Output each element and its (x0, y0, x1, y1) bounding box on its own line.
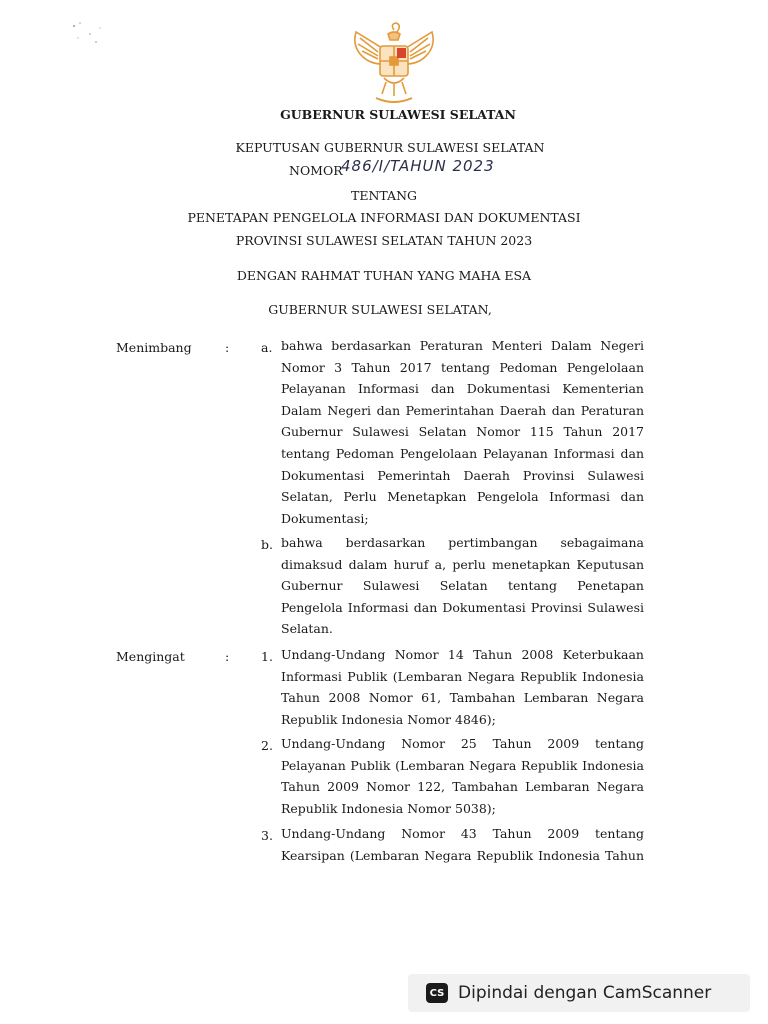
subject-line-2: PROVINSI SULAWESI SELATAN TAHUN 2023 (235, 233, 533, 248)
mengingat-item-1: Undang-Undang Nomor 14 Tahun 2008 Keterbukaan Informasi Publik (Lembaran Negara Republik Indonesia Tahun 2008 Nomor 61, Tambahan Lembaran Negara Republik Indonesia Nomor 4846); (281, 647, 644, 727)
scan-specks (70, 20, 130, 60)
menimbang-marker-b: b. (261, 537, 273, 552)
mengingat-item-3: Undang-Undang Nomor 43 Tahun 2009 tentang Kearsipan (Lembaran Negara Republik Indonesia Tahun (281, 826, 644, 863)
mengingat-marker-3: 3. (261, 828, 273, 843)
camscanner-logo-icon: CS (426, 983, 448, 1003)
menimbang-label: Menimbang (116, 340, 192, 355)
camscanner-watermark (408, 974, 750, 1012)
mengingat-item-2: Undang-Undang Nomor 25 Tahun 2009 tentang Pelayanan Publik (Lembaran Negara Republik Indonesia Tahun 2009 Nomor 122, Tambahan Lembaran Negara Republik Indonesia Nomor 5038); (281, 736, 644, 816)
mengingat-label: Mengingat (116, 649, 185, 664)
menimbang-marker-a: a. (261, 340, 273, 355)
menimbang-colon: : (225, 340, 230, 355)
camscanner-text: Dipindai dengan CamScanner (458, 983, 712, 1003)
about-label: TENTANG (350, 188, 417, 203)
mengingat-marker-1: 1. (261, 649, 273, 664)
menimbang-item-b: bahwa berdasarkan pertimbangan sebagaimana dimaksud dalam huruf a, perlu menetapkan Keputusan Gubernur Sulawesi Selatan tentang Penetapan Pengelola Informasi dan Dokumentasi Provinsi Sulawesi Selatan. (281, 535, 644, 637)
garuda-emblem-icon (348, 22, 440, 108)
number-handwritten: 486/I/TAHUN 2023 (341, 157, 495, 175)
governor-line: GUBERNUR SULAWESI SELATAN, (268, 302, 492, 317)
invocation: DENGAN RAHMAT TUHAN YANG MAHA ESA (236, 268, 532, 283)
mengingat-colon: : (225, 649, 230, 664)
menimbang-item-a: bahwa berdasarkan Peraturan Menteri Dalam Negeri Nomor 3 Tahun 2017 tentang Pedoman Pengelolaan Pelayanan Informasi dan Dokumentasi Kementerian Dalam Negeri dan Pemerintahan Daerah dan Peraturan Gubernur Sulawesi Selatan Nomor 115 Tahun 2017 tentang Pedoman Pengelolaan Pelayanan Informasi dan Dokumentasi Pemerintah Daerah Provinsi Sulawesi Selatan, Perlu Menetapkan Pengelola Informasi dan Dokumentasi; (281, 338, 644, 526)
subject-line-1: PENETAPAN PENGELOLA INFORMASI DAN DOKUMENTASI (187, 210, 581, 225)
issuer-heading: GUBERNUR SULAWESI SELATAN (280, 107, 516, 122)
decree-title: KEPUTUSAN GUBERNUR SULAWESI SELATAN (235, 140, 545, 155)
number-label: NOMOR (289, 163, 343, 178)
mengingat-marker-2: 2. (261, 738, 273, 753)
